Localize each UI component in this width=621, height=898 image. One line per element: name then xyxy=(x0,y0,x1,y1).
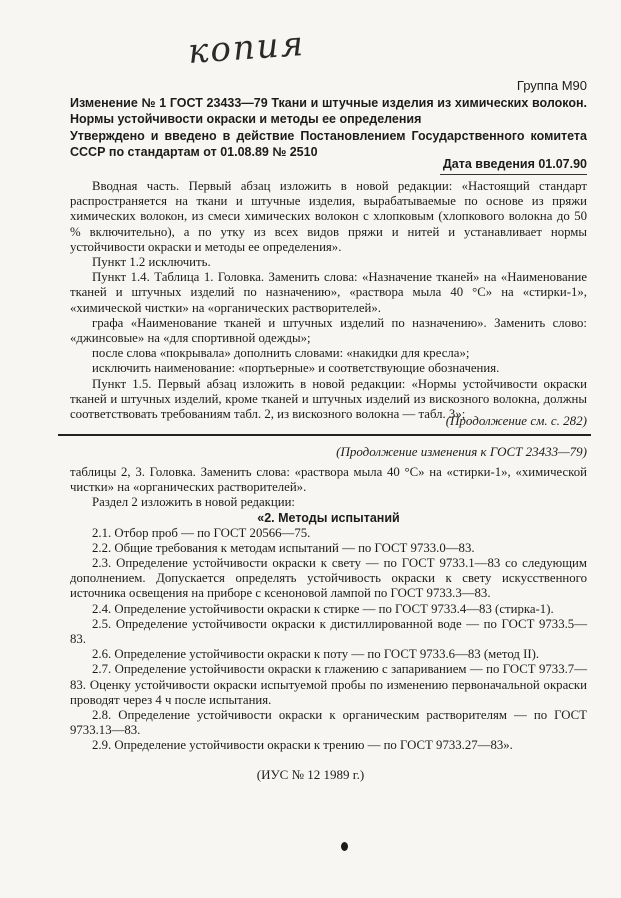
part-2-lead xyxy=(70,465,587,511)
section-title: «2. Методы испытаний xyxy=(257,510,400,525)
group-label: Группа М90 xyxy=(516,78,587,93)
approval-statement: Утверждено и введено в действие Постановлением Государственного комитета СССР по стандартам от 01.08.89 № 2510 xyxy=(70,129,587,159)
paragraph: 2.5. Определение устойчивости окраски к дистиллированной воде — по ГОСТ 9733.5—83. xyxy=(70,616,587,647)
paragraph: 2.4. Определение устойчивости окраски к стирке — по ГОСТ 9733.4—83 (стирка-1). xyxy=(92,601,554,616)
document-title: Изменение № 1 ГОСТ 23433—79 Ткани и штучные изделия из химических волокон. Нормы устойчивости окраски и методы ее определения xyxy=(70,96,587,126)
paragraph: Вводная часть. Первый абзац изложить в новой редакции: «Настоящий стандарт распространяется на ткани и штучные изделия, вырабатываемые по основе из пряжи химических волокон, из смеси химических волокон с хлопковым (хлопкового волокна до 50 % включительно), а по утку из всех видов пряжи и нитей и устанавливает нормы устойчивости окраски и методы ее определения». xyxy=(70,179,587,254)
paragraph: 2.1. Отбор проб — по ГОСТ 20566—75. xyxy=(92,525,311,540)
ius-reference: (ИУС № 12 1989 г.) xyxy=(256,767,365,782)
paragraph: Пункт 1.2 исключить. xyxy=(92,255,211,270)
ink-dot xyxy=(341,842,348,851)
continuation-note-1: (Продолжение см. с. 282) xyxy=(445,413,587,428)
paragraph: после слова «покрывала» дополнить словами: «накидки для кресла»; xyxy=(92,346,470,361)
methods-list xyxy=(70,526,587,754)
paragraph: исключить наименование: «портьерные» и соответствующие обозначения. xyxy=(92,361,500,376)
effective-date: Дата введения 01.07.90 xyxy=(442,157,587,171)
continuation-note-2: (Продолжение изменения к ГОСТ 23433—79) xyxy=(336,444,587,459)
changes-part-2 xyxy=(70,465,587,754)
handwritten-note: копия xyxy=(186,23,307,73)
paragraph: 2.6. Определение устойчивости окраски к поту — по ГОСТ 9733.6—83 (метод II). xyxy=(92,647,540,662)
paragraph: таблицы 2, 3. Головка. Заменить слова: «раствора мыла 40 °С» на «стирки-1», «химической чистки» на «органических растворителей». xyxy=(70,465,587,495)
paragraph: Пункт 1.4. Таблица 1. Головка. Заменить слова: «Назначение тканей» на «Наименование тканей и штучных изделий по назначению», «раствора мыла 40 °С» на «стирки-1», «химической чистки» на «органических растворителей». xyxy=(70,270,587,315)
paragraph: Пункт 1.5. Первый абзац изложить в новой редакции: «Нормы устойчивости окраски тканей и штучных изделий, кроме тканей и штучных изделий из вискозного волокна, должны соответствовать требованиям табл. 2, из вискозного волокна — табл. 3»; xyxy=(70,376,587,422)
changes-part-1 xyxy=(70,179,587,422)
paragraph: 2.8. Определение устойчивости окраски к органическим растворителям — по ГОСТ 9733.13—83. xyxy=(70,708,587,738)
paragraph: 2.7. Определение устойчивости окраски к глажению с запариванием — по ГОСТ 9733.7—83. Оценку устойчивости окраски испытуемой пробы по изменению первоначальной окраски проводят через 4 ч после испытания. xyxy=(70,662,587,707)
date-underline xyxy=(440,174,587,175)
paragraph: 2.3. Определение устойчивости окраски к свету — по ГОСТ 9733.1—83 со следующим дополнением. Допускается определять устойчивость окраски к свету искусственного источника освещения на приборе с ксеноновой лампой по ГОСТ 9733.3—83. xyxy=(70,556,587,601)
paragraph: 2.2. Общие требования к методам испытаний — по ГОСТ 9733.0—83. xyxy=(92,540,475,555)
paragraph: Раздел 2 изложить в новой редакции: xyxy=(92,495,295,510)
page-divider xyxy=(58,434,591,436)
paragraph: графа «Наименование тканей и штучных изделий по назначению». Заменить слово: «джинсовые» на «для спортивной одежды»; xyxy=(70,315,587,346)
paragraph: 2.9. Определение устойчивости окраски к трению — по ГОСТ 9733.27—83». xyxy=(92,738,513,753)
